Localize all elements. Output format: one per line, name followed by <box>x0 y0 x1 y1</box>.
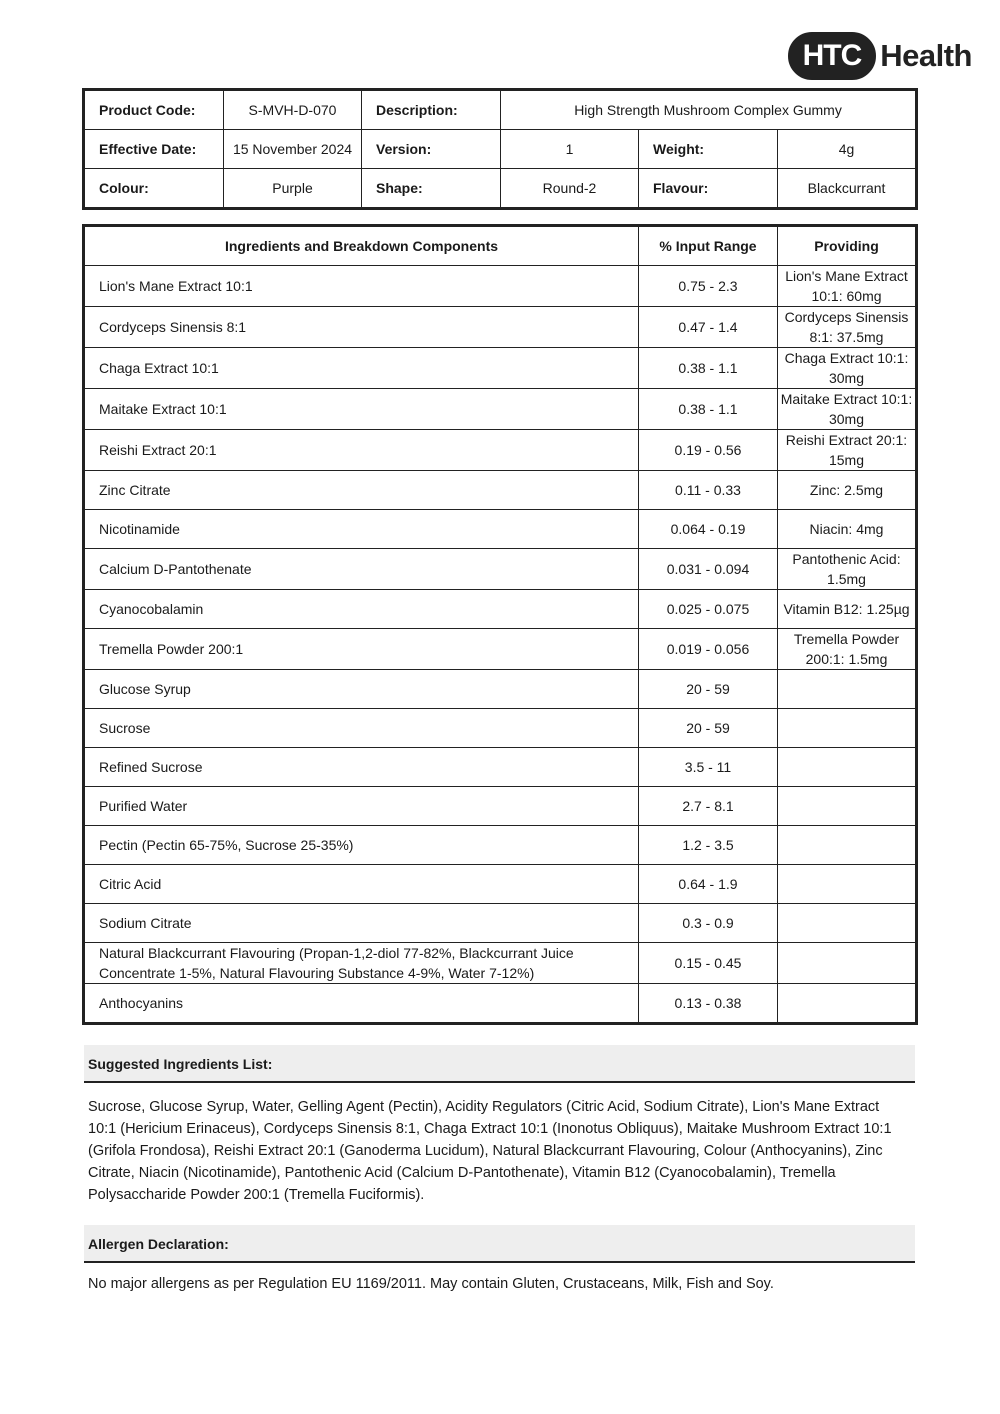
providing-value <box>778 670 916 709</box>
input-range: 0.025 - 0.075 <box>639 590 778 629</box>
table-row <box>85 307 916 348</box>
header-providing: Providing <box>778 227 916 266</box>
suggested-ingredients-heading: Suggested Ingredients List: <box>84 1045 915 1083</box>
description-value: High Strength Mushroom Complex Gummy <box>501 91 916 130</box>
input-range: 20 - 59 <box>639 709 778 748</box>
ingredient-name: Anthocyanins <box>85 984 639 1023</box>
ingredient-name: Refined Sucrose <box>85 748 639 787</box>
brand-logo <box>788 34 972 78</box>
ingredient-name: Sucrose <box>85 709 639 748</box>
providing-value <box>778 984 916 1023</box>
product-info-table <box>84 90 916 208</box>
table-row <box>85 471 916 510</box>
table-row <box>85 549 916 590</box>
table-row <box>85 266 916 307</box>
input-range: 1.2 - 3.5 <box>639 826 778 865</box>
table-row <box>85 670 916 709</box>
providing-value <box>778 787 916 826</box>
input-range: 0.3 - 0.9 <box>639 904 778 943</box>
ingredient-name: Lion's Mane Extract 10:1 <box>85 266 639 307</box>
ingredient-name: Glucose Syrup <box>85 670 639 709</box>
providing-value: Maitake Extract 10:1: 30mg <box>778 389 916 430</box>
providing-value: Niacin: 4mg <box>778 510 916 549</box>
effective-date-value: 15 November 2024 <box>224 130 362 169</box>
input-range: 0.11 - 0.33 <box>639 471 778 510</box>
ingredient-name: Pectin (Pectin 65-75%, Sucrose 25-35%) <box>85 826 639 865</box>
weight-label: Weight: <box>639 130 778 169</box>
weight-value: 4g <box>778 130 916 169</box>
shape-label: Shape: <box>362 169 501 208</box>
colour-label: Colour: <box>85 169 224 208</box>
input-range: 3.5 - 11 <box>639 748 778 787</box>
suggested-ingredients-text: Sucrose, Glucose Syrup, Water, Gelling Agent (Pectin), Acidity Regulators (Citric Acid, Sodium Citrate), Lion's Mane Extract 10:1 (Hericium Erinaceus), Cordyceps Sinensis 8:1, Chaga Extract 10:1 (Inonotus Obliquus), Maitake Mushroom Extract 10:1 (Grifola Frondosa), Reishi Extract 20:1 (Ganoderma Lucidum), Natural Blackcurrant Flavouring, Colour (Anthocyanins), Zinc Citrate, Niacin (Nicotinamide), Pantothenic Acid (Calcium D-Pantothenate), Vitamin B12 (Cyanocobalamin), Tremella Polysaccharide Powder 200:1 (Tremella Fuciformis). <box>88 1099 892 1203</box>
logo-badge: HTC <box>788 32 877 80</box>
input-range: 0.031 - 0.094 <box>639 549 778 590</box>
flavour-label: Flavour: <box>639 169 778 208</box>
ingredients-table <box>84 226 916 1023</box>
ingredient-name: Nicotinamide <box>85 510 639 549</box>
table-row <box>85 430 916 471</box>
ingredient-name: Sodium Citrate <box>85 904 639 943</box>
table-row <box>85 865 916 904</box>
version-label: Version: <box>362 130 501 169</box>
ingredient-name: Zinc Citrate <box>85 471 639 510</box>
info-row-2 <box>85 130 916 169</box>
description-label: Description: <box>362 91 501 130</box>
table-row <box>85 984 916 1023</box>
logo-text: Health <box>880 38 972 73</box>
providing-value: Vitamin B12: 1.25µg <box>778 590 916 629</box>
providing-value: Pantothenic Acid: 1.5mg <box>778 549 916 590</box>
shape-value: Round-2 <box>501 169 639 208</box>
info-row-3 <box>85 169 916 208</box>
header-ingredients: Ingredients and Breakdown Components <box>85 227 639 266</box>
product-code-label: Product Code: <box>85 91 224 130</box>
ingredients-header-row <box>85 227 916 266</box>
table-row <box>85 904 916 943</box>
input-range: 0.019 - 0.056 <box>639 629 778 670</box>
providing-value: Lion's Mane Extract 10:1: 60mg <box>778 266 916 307</box>
ingredient-name: Tremella Powder 200:1 <box>85 629 639 670</box>
input-range: 0.75 - 2.3 <box>639 266 778 307</box>
table-row <box>85 826 916 865</box>
input-range: 2.7 - 8.1 <box>639 787 778 826</box>
header-input-range: % Input Range <box>639 227 778 266</box>
ingredient-name: Maitake Extract 10:1 <box>85 389 639 430</box>
providing-value: Reishi Extract 20:1: 15mg <box>778 430 916 471</box>
providing-value <box>778 826 916 865</box>
allergen-heading: Allergen Declaration: <box>84 1225 915 1263</box>
version-value: 1 <box>501 130 639 169</box>
ingredient-name: Reishi Extract 20:1 <box>85 430 639 471</box>
providing-value <box>778 709 916 748</box>
input-range: 0.13 - 0.38 <box>639 984 778 1023</box>
ingredient-name: Citric Acid <box>85 865 639 904</box>
table-row <box>85 510 916 549</box>
table-row <box>85 943 916 984</box>
allergen-text: No major allergens as per Regulation EU 1169/2011. May contain Gluten, Crustaceans, Milk, Fish and Soy. <box>88 1276 774 1292</box>
flavour-value: Blackcurrant <box>778 169 916 208</box>
table-row <box>85 348 916 389</box>
effective-date-label: Effective Date: <box>85 130 224 169</box>
input-range: 0.15 - 0.45 <box>639 943 778 984</box>
input-range: 0.64 - 1.9 <box>639 865 778 904</box>
ingredient-name: Natural Blackcurrant Flavouring (Propan-1,2-diol 77-82%, Blackcurrant Juice Concentrate 1-5%, Natural Flavouring Substance 4-9%, Water 7-12%) <box>85 943 639 984</box>
input-range: 0.38 - 1.1 <box>639 389 778 430</box>
table-row <box>85 787 916 826</box>
providing-value: Zinc: 2.5mg <box>778 471 916 510</box>
ingredient-name: Cordyceps Sinensis 8:1 <box>85 307 639 348</box>
providing-value <box>778 865 916 904</box>
ingredient-name: Chaga Extract 10:1 <box>85 348 639 389</box>
ingredient-name: Cyanocobalamin <box>85 590 639 629</box>
product-code-value: S-MVH-D-070 <box>224 91 362 130</box>
providing-value <box>778 904 916 943</box>
providing-value: Chaga Extract 10:1: 30mg <box>778 348 916 389</box>
input-range: 20 - 59 <box>639 670 778 709</box>
providing-value: Tremella Powder 200:1: 1.5mg <box>778 629 916 670</box>
input-range: 0.47 - 1.4 <box>639 307 778 348</box>
input-range: 0.38 - 1.1 <box>639 348 778 389</box>
input-range: 0.064 - 0.19 <box>639 510 778 549</box>
providing-value <box>778 748 916 787</box>
table-row <box>85 629 916 670</box>
info-row-1 <box>85 91 916 130</box>
ingredient-name: Purified Water <box>85 787 639 826</box>
ingredient-name: Calcium D-Pantothenate <box>85 549 639 590</box>
providing-value <box>778 943 916 984</box>
providing-value: Cordyceps Sinensis 8:1: 37.5mg <box>778 307 916 348</box>
colour-value: Purple <box>224 169 362 208</box>
table-row <box>85 590 916 629</box>
table-row <box>85 709 916 748</box>
input-range: 0.19 - 0.56 <box>639 430 778 471</box>
table-row <box>85 389 916 430</box>
table-row <box>85 748 916 787</box>
